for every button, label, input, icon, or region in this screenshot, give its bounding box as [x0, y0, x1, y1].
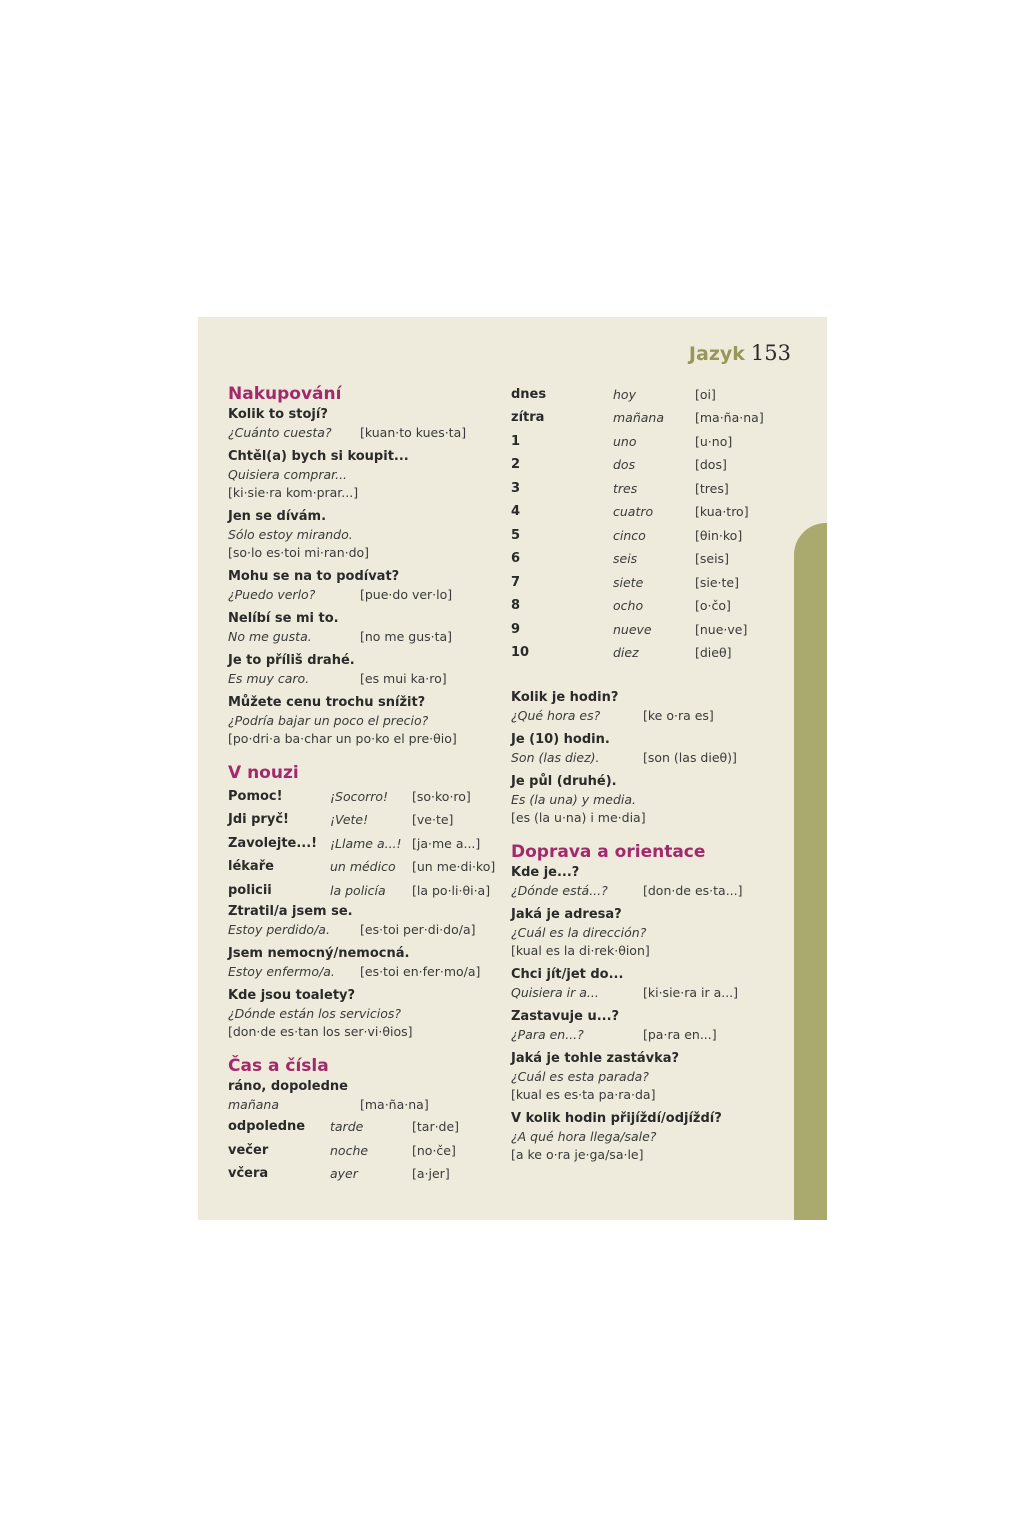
- czech-phrase: Je to příliš drahé.: [228, 653, 355, 668]
- pronunciation: [θin·ko]: [695, 527, 743, 543]
- phrase-entry: [511, 966, 791, 1002]
- spanish-word: cinco: [613, 527, 646, 543]
- vocab-row: [228, 856, 500, 880]
- czech-word: dnes: [511, 386, 547, 402]
- pronunciation: [dieθ]: [695, 645, 732, 661]
- pronunciation: [kua·tro]: [695, 504, 749, 520]
- pronunciation: [es·toi en·fer·mo/a]: [360, 963, 481, 979]
- spanish-word: cuatro: [613, 504, 654, 520]
- vocab-row: [511, 454, 791, 478]
- pronunciation: [po·dri·a ba·char un po·ko el pre·θio]: [228, 731, 457, 746]
- pronunciation: [so·ko·ro]: [412, 788, 471, 804]
- vocab-row: [228, 785, 500, 809]
- phrase-entry: [228, 652, 500, 688]
- pronunciation: [tres]: [695, 480, 729, 496]
- spanish-phrase: Quisiera ir a...: [511, 985, 599, 1000]
- phrase-entry: [228, 903, 500, 939]
- section-name: Jazyk: [688, 343, 745, 365]
- phrase-entry: [511, 864, 791, 900]
- czech-phrase: Ztratil/a jsem se.: [228, 903, 353, 919]
- phrasebook-page: [198, 317, 827, 1220]
- vocab-row: [511, 548, 791, 572]
- spanish-phrase: ¿Dónde están los servicios?: [228, 1005, 402, 1021]
- pronunciation: [pue·do ver·lo]: [360, 587, 453, 602]
- spanish-word: ayer: [330, 1166, 358, 1182]
- side-tab: [794, 523, 827, 1220]
- vocab-row: [511, 524, 791, 548]
- pronunciation: [ja·me a...]: [412, 835, 481, 851]
- numbers-list: [511, 383, 791, 665]
- phrase-entry: [228, 945, 500, 981]
- czech-word: včera: [228, 1166, 269, 1182]
- vocab-row: [228, 1163, 500, 1187]
- phrase-entry: [228, 610, 500, 646]
- spanish-word: ¡Socorro!: [330, 788, 389, 804]
- spanish-word: la policía: [330, 882, 386, 898]
- phrase-entry: [511, 689, 791, 725]
- pronunciation: [la po·li·θi·a]: [412, 882, 491, 898]
- phrase-entry: [228, 1078, 500, 1114]
- vocab-row: [228, 1139, 500, 1163]
- pronunciation: [a·jer]: [412, 1166, 450, 1182]
- phrase-entry: [228, 694, 500, 748]
- spanish-phrase: ¿Cuánto cuesta?: [228, 425, 332, 440]
- pronunciation: [seis]: [695, 551, 729, 567]
- czech-phrase: Kolik je hodin?: [511, 690, 619, 705]
- phrase-entry: [511, 906, 791, 960]
- spanish-phrase: Es muy caro.: [228, 671, 310, 686]
- vocab-row: [228, 832, 500, 856]
- czech-phrase: Chci jít/jet do...: [511, 967, 624, 982]
- czech-phrase: ráno, dopoledne: [228, 1078, 348, 1094]
- vocab-row: [228, 1116, 500, 1140]
- czech-phrase: Je (10) hodin.: [511, 732, 610, 747]
- phrase-entry: [228, 448, 500, 502]
- spanish-word: mañana: [613, 410, 665, 426]
- pronunciation: [es mui ka·ro]: [360, 671, 447, 686]
- heading-shopping: Nakupování: [228, 384, 342, 404]
- spanish-phrase: mañana: [228, 1096, 280, 1112]
- pronunciation: [oi]: [695, 386, 716, 402]
- left-column: [228, 383, 500, 1186]
- czech-phrase: Je půl (druhé).: [511, 774, 617, 789]
- spanish-phrase: ¿Para en...?: [511, 1027, 584, 1042]
- pronunciation: [a ke o·ra je·ga/sa·le]: [511, 1147, 644, 1162]
- czech-phrase: Jen se dívám.: [228, 509, 327, 524]
- pronunciation: [no me gus·ta]: [360, 629, 453, 644]
- spanish-word: ocho: [613, 598, 644, 614]
- phrase-entry: [228, 987, 500, 1041]
- czech-word: 9: [511, 621, 521, 637]
- spanish-phrase: ¿Cuál es la dirección?: [511, 925, 647, 940]
- pronunciation: [sie·te]: [695, 574, 739, 590]
- pronunciation: [don·de es·ta...]: [643, 883, 743, 898]
- pronunciation: [ma·ña·na]: [695, 410, 764, 426]
- czech-word: 8: [511, 598, 521, 614]
- phrase-entry: [511, 773, 791, 827]
- spanish-word: hoy: [613, 386, 636, 402]
- spanish-phrase: No me gusta.: [228, 629, 312, 644]
- vocab-row: [511, 571, 791, 595]
- phrase-entry: [511, 731, 791, 767]
- spanish-phrase: Son (las diez).: [511, 750, 600, 765]
- pronunciation: [kuan·to kues·ta]: [360, 425, 467, 440]
- spanish-word: siete: [613, 574, 644, 590]
- pronunciation: [pa·ra en...]: [643, 1027, 717, 1042]
- czech-word: 5: [511, 527, 521, 543]
- czech-phrase: Můžete cenu trochu snížit?: [228, 695, 426, 710]
- phrase-entry: [511, 1008, 791, 1044]
- pronunciation: [ki·sie·ra ir a...]: [643, 985, 739, 1000]
- czech-phrase: Nelíbí se mi to.: [228, 611, 339, 626]
- czech-word: 7: [511, 574, 521, 590]
- phrase-entry: [228, 508, 500, 562]
- spanish-word: noche: [330, 1142, 369, 1158]
- spanish-word: tres: [613, 480, 638, 496]
- spanish-word: diez: [613, 645, 639, 661]
- spanish-phrase: ¿A qué hora llega/sale?: [511, 1129, 657, 1144]
- vocab-row: [511, 642, 791, 666]
- czech-word: policii: [228, 882, 272, 898]
- pronunciation: [kual es la di·rek·θion]: [511, 943, 650, 958]
- czech-phrase: Kolik to stojí?: [228, 407, 328, 422]
- pronunciation: [nue·ve]: [695, 621, 748, 637]
- vocab-row: [511, 501, 791, 525]
- vocab-row: [511, 430, 791, 454]
- czech-word: 10: [511, 645, 530, 661]
- vocab-row: [511, 383, 791, 407]
- czech-word: 6: [511, 551, 521, 567]
- pronunciation: [un me·di·ko]: [412, 859, 496, 875]
- czech-word: Jdi pryč!: [228, 812, 289, 828]
- pronunciation: [u·no]: [695, 433, 733, 449]
- czech-word: lékaře: [228, 859, 274, 875]
- heading-time: Čas a čísla: [228, 1055, 329, 1076]
- page-number: 153: [750, 341, 791, 365]
- pronunciation: [ki·sie·ra kom·prar...]: [228, 485, 359, 500]
- spanish-phrase: ¿Puedo verlo?: [228, 587, 316, 602]
- czech-word: odpoledne: [228, 1119, 306, 1135]
- czech-word: Zavolejte...!: [228, 835, 318, 851]
- phrase-entry: [511, 1110, 791, 1164]
- phrase-entry: [228, 568, 500, 604]
- heading-transport: Doprava a orientace: [511, 842, 706, 862]
- pronunciation: [ma·ña·na]: [360, 1096, 429, 1112]
- czech-word: večer: [228, 1142, 269, 1158]
- pronunciation: [so·lo es·toi mi·ran·do]: [228, 545, 370, 560]
- spanish-word: seis: [613, 551, 638, 567]
- czech-word: 1: [511, 433, 521, 449]
- pronunciation: [tar·de]: [412, 1119, 460, 1135]
- spanish-phrase: ¿Podría bajar un poco el precio?: [228, 713, 429, 728]
- spanish-phrase: Estoy perdido/a.: [228, 921, 330, 937]
- czech-phrase: Chtěl(a) bych si koupit...: [228, 449, 409, 464]
- running-header: [689, 341, 791, 365]
- czech-phrase: Kde jsou toalety?: [228, 987, 356, 1003]
- phrase-entry: [511, 1050, 791, 1104]
- pronunciation: [no·če]: [412, 1142, 456, 1158]
- spanish-word: ¡Llame a...!: [330, 835, 402, 851]
- czech-word: Pomoc!: [228, 788, 283, 804]
- pronunciation: [o·čo]: [695, 598, 731, 614]
- czech-word: 4: [511, 504, 521, 520]
- spanish-phrase: Sólo estoy mirando.: [228, 527, 353, 542]
- pronunciation: [es (la u·na) i me·dia]: [511, 810, 646, 825]
- pronunciation: [dos]: [695, 457, 727, 473]
- vocab-row: [228, 879, 500, 903]
- czech-phrase: Mohu se na to podívat?: [228, 569, 400, 584]
- vocab-row: [511, 618, 791, 642]
- spanish-word: tarde: [330, 1119, 364, 1135]
- pronunciation: [don·de es·tan los ser·vi·θios]: [228, 1023, 413, 1039]
- phrase-entry: [228, 406, 500, 442]
- vocab-row: [511, 407, 791, 431]
- pronunciation: [son (las dieθ)]: [643, 750, 737, 765]
- czech-word: 2: [511, 457, 521, 473]
- czech-word: 3: [511, 480, 521, 496]
- spanish-phrase: Quisiera comprar...: [228, 467, 348, 482]
- czech-word: zítra: [511, 410, 545, 426]
- spanish-phrase: ¿Dónde está...?: [511, 883, 608, 898]
- right-column: [511, 383, 791, 1170]
- czech-phrase: Kde je...?: [511, 865, 580, 880]
- vocab-row: [511, 477, 791, 501]
- spanish-word: un médico: [330, 859, 396, 875]
- czech-phrase: V kolik hodin přijíždí/odjíždí?: [511, 1111, 722, 1126]
- pronunciation: [kual es es·ta pa·ra·da]: [511, 1087, 656, 1102]
- czech-phrase: Zastavuje u...?: [511, 1009, 620, 1024]
- spanish-word: nueve: [613, 621, 652, 637]
- vocab-row: [511, 595, 791, 619]
- spanish-phrase: ¿Cuál es esta parada?: [511, 1069, 649, 1084]
- spanish-word: uno: [613, 433, 637, 449]
- spanish-phrase: Es (la una) y media.: [511, 792, 636, 807]
- pronunciation: [ve·te]: [412, 812, 454, 828]
- czech-phrase: Jsem nemocný/nemocná.: [228, 945, 410, 961]
- spanish-phrase: ¿Qué hora es?: [511, 708, 601, 723]
- vocab-row: [228, 809, 500, 833]
- pronunciation: [es·toi per·di·do/a]: [360, 921, 476, 937]
- spanish-phrase: Estoy enfermo/a.: [228, 963, 335, 979]
- heading-emergency: V nouzi: [228, 763, 299, 783]
- czech-phrase: Jaká je tohle zastávka?: [511, 1051, 680, 1066]
- spanish-word: dos: [613, 457, 636, 473]
- spanish-word: ¡Vete!: [330, 812, 369, 828]
- czech-phrase: Jaká je adresa?: [511, 907, 622, 922]
- pronunciation: [ke o·ra es]: [643, 708, 714, 723]
